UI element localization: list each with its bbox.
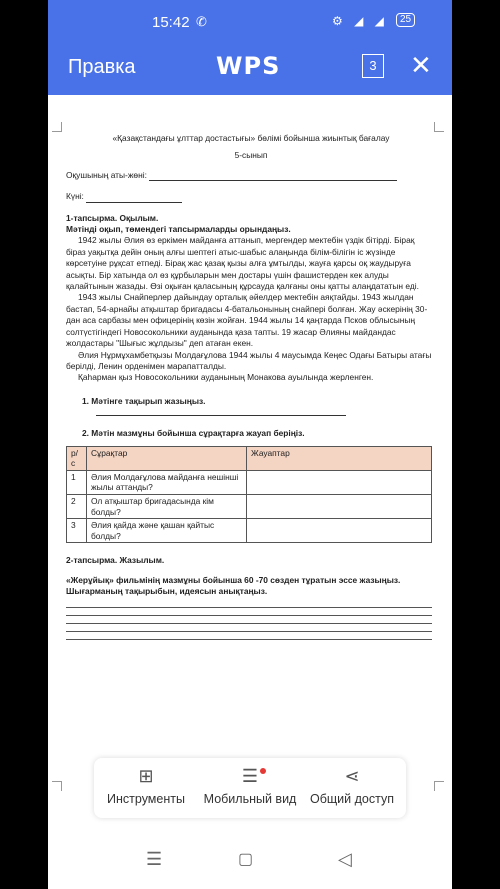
task2-title: 2-тапсырма. Жазылым. (66, 555, 165, 566)
status-bar (48, 0, 452, 40)
whatsapp-icon: ✆ (196, 14, 207, 29)
tools-label: Инструменты (107, 792, 185, 806)
table-row (67, 519, 432, 543)
answer-cell (247, 519, 432, 543)
document-content (66, 133, 436, 640)
answer-cell (247, 470, 432, 494)
paragraph: 1943 жылы Снайперлер дайындау орталық әйелдер мектебін аяқтайды. 1943 жылдан бастап, 54-арнайы атқыштар бригадасы 4-батальонының снайпері болған. Жау әскерінің 30-дан аса сарбазы мен офицерінің көзін жойған. 1944 жылы 14 қаңтарда Псков облысының солтүстігіндегі Новосокольники ауданында қаза тапты. 19 жасар Әлияны майдандас жолдастары "Шығыс жұлдызы" деп атаған екен. (66, 292, 428, 349)
question-cell: Әлия қайда және қашан қайтыс болды? (87, 519, 247, 543)
bottom-toolbar (94, 758, 406, 818)
mobile-view-icon: ☰ (241, 766, 259, 786)
questions-table (66, 446, 432, 544)
question-cell: Ол атқыштар бригадасында кім болды? (87, 494, 247, 518)
page-corner-mark (434, 781, 444, 791)
column-header: Жауаптар (247, 446, 432, 470)
student-name-field (66, 170, 436, 181)
task1-title: 1-тапсырма. Оқылым. (66, 212, 159, 223)
battery-indicator: 25 (396, 13, 415, 27)
back-icon[interactable]: ◁ (338, 849, 352, 869)
row-number: 1 (67, 470, 87, 494)
close-icon[interactable]: ✕ (410, 50, 432, 80)
date-label: Күні: (66, 191, 84, 202)
grid-tools-icon: ⊞ (138, 766, 154, 786)
mobile-view-button[interactable] (200, 764, 300, 806)
system-nav-bar (48, 835, 452, 889)
page-corner-mark (52, 781, 62, 791)
tools-button[interactable] (96, 764, 196, 806)
recent-apps-icon[interactable]: ☰ (146, 849, 163, 869)
date-field (66, 191, 436, 202)
page-count-button[interactable]: 3 (362, 54, 384, 78)
page-corner-mark (434, 122, 444, 132)
writing-line (66, 624, 432, 632)
column-header: Сұрақтар (87, 446, 247, 470)
document-page[interactable] (48, 95, 452, 795)
paragraph: 1942 жылы Әлия өз еркімен майданға аттанып, мергендер мектебін үздік бітірді. Бірақ біраз уақытқа дейін оның алғы шептегі атыс-шабыс алаңында білім-білігін іс жүзінде көрсетуіне рұқсат етпеді. Бірақ жас қазақ қызы алға ұмтылды, жауға қарсы оқ жаудыруға асықты. Бір хатында ол өз құрбыларын мен достары үшін фашистерден кек алуды қалайтынын жазады. Өзі оқыған қаласының құрсауда қалғаны оны қатты алаңдататын еді. (66, 235, 419, 292)
student-name-line (149, 180, 397, 181)
task2-text: «Жерұйық» фильмінің мазмұны бойынша 60 -70 сөзден тұратын эссе жазыңыз. Шығарманың тақырыбын, идеясын анықтаңыз. (66, 574, 401, 597)
share-button[interactable] (302, 764, 402, 806)
doc-grade: 5-сынып (234, 150, 268, 161)
table-row (67, 470, 432, 494)
home-icon[interactable]: ▢ (238, 851, 254, 868)
notification-dot (260, 768, 266, 774)
answer-cell (247, 494, 432, 518)
status-time: 15:42 (152, 14, 190, 31)
student-name-label: Оқушының аты-жөні: (66, 169, 147, 180)
question-cell: Әлия Молдағұлова майданға нешінші жылы аттанды? (87, 470, 247, 494)
paragraph: Қаһарман қыз Новосокольники ауданының Монакова ауылында жерленген. (78, 372, 374, 383)
edit-button[interactable]: Правка (68, 56, 136, 78)
writing-line (66, 616, 432, 624)
doc-heading: «Қазақстандағы ұлттар достастығы» бөлімі бойынша жиынтық бағалау (112, 133, 390, 143)
column-header: р/с (67, 446, 87, 470)
row-number: 3 (67, 519, 87, 543)
task1-instruction: Мәтінді оқып, төмендегі тапсырмаларды орындаңыз. (66, 224, 291, 235)
mobile-view-label: Мобильный вид (203, 792, 297, 806)
phone-screen (48, 0, 452, 889)
wps-logo: WPS (216, 52, 281, 80)
table-header-row (67, 446, 432, 470)
app-bar (48, 40, 452, 95)
date-line (86, 202, 182, 203)
question-2: 2. Мәтін мазмұны бойынша сұрақтарға жауап беріңіз. (82, 428, 305, 439)
writing-lines (66, 600, 436, 640)
paragraph: Әлия Нұрмұхамбетқызы Молдағұлова 1944 жылы 4 маусымда Кеңес Одағы Батыры атағы берілді, Ленин орденімен марапатталды. (66, 349, 432, 371)
page-corner-mark (52, 122, 62, 132)
signal-icons: ⚙ ◢ ◢ (332, 14, 388, 28)
writing-line (66, 608, 432, 616)
share-icon: ⋖ (344, 766, 360, 786)
share-label: Общий доступ (310, 792, 394, 806)
writing-line (66, 632, 432, 640)
answer-line (96, 407, 346, 416)
table-row (67, 494, 432, 518)
row-number: 2 (67, 494, 87, 518)
question-1: 1. Мәтінге тақырып жазыңыз. (82, 395, 206, 406)
writing-line (66, 600, 432, 608)
